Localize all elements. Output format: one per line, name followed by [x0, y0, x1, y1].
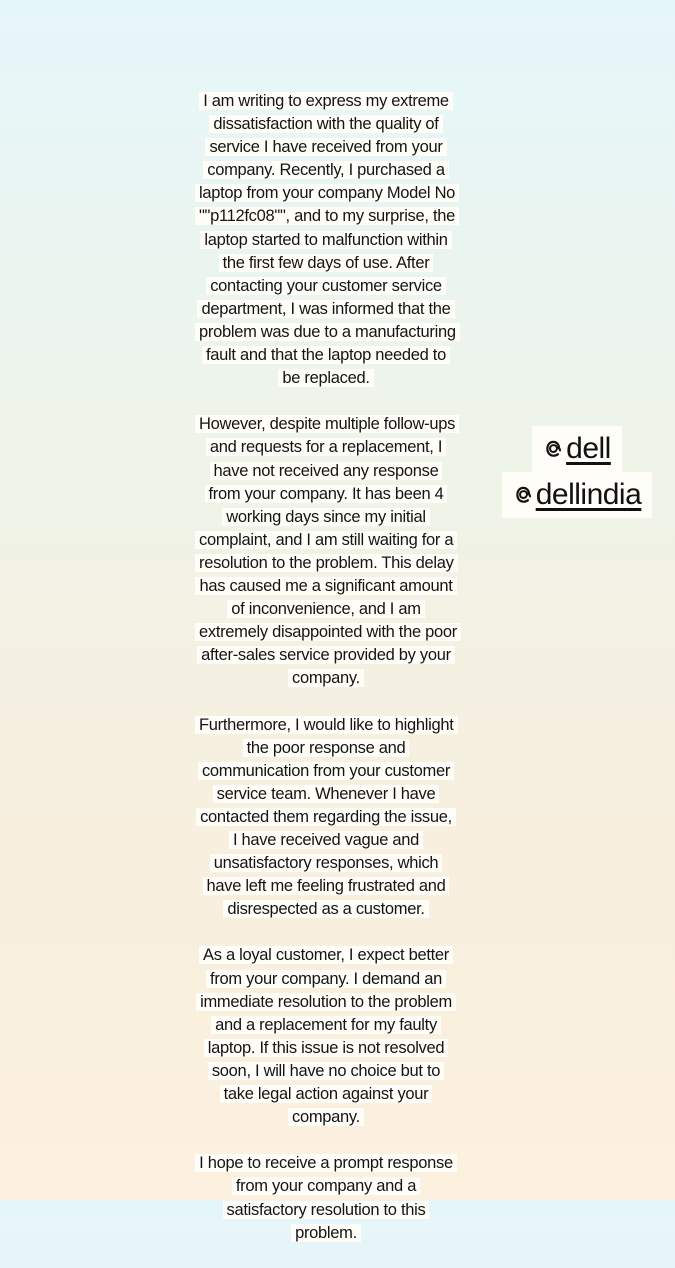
letter-paragraph-2: However, despite multiple follow-ups and requests for a replacement, I have not received any response from your company. It has been 4 working days since my initial complaint, and I am still waiting for a resolution to the problem. This delay has caused me a significant amount of inconvenience, and I am extremely disappointed with the poor after-sales service provided by your company. [195, 413, 457, 690]
letter-paragraph-5: I hope to receive a prompt response from your company and a satisfactory resolution to this problem. [195, 1152, 457, 1244]
threads-at-icon [513, 483, 535, 507]
mention-handle-dellindia[interactable]: dellindia [535, 478, 642, 511]
threads-at-icon [543, 437, 565, 461]
letter-paragraph-3: Furthermore, I would like to highlight the poor response and communication from your customer service team. Whenever I have contacted them regarding the issue, I have received vague and unsatisfactory responses, which have left me feeling frustrated and disrespected as a customer. [195, 714, 457, 922]
mention-sticker[interactable] [492, 426, 662, 518]
mention-dell[interactable] [492, 426, 662, 472]
mention-dellindia[interactable] [492, 472, 662, 518]
letter-paragraph-1: I am writing to express my extreme dissatisfaction with the quality of service I have received from your company. Recently, I purchased a laptop from your company Model No ""p112fc08"", and to my surprise, the laptop started to malfunction within the first few days of use. After contacting your customer service department, I was informed that the problem was due to a manufacturing fault and that the laptop needed to be replaced. [195, 90, 457, 390]
mention-handle-dell[interactable]: dell [566, 432, 611, 465]
letter-paragraph-4: As a loyal customer, I expect better from your company. I demand an immediate resolution to the problem and a replacement for my faulty laptop. If this issue is not resolved soon, I will have no choice but to take legal action against your company. [195, 944, 457, 1129]
complaint-letter-text [195, 90, 457, 1268]
